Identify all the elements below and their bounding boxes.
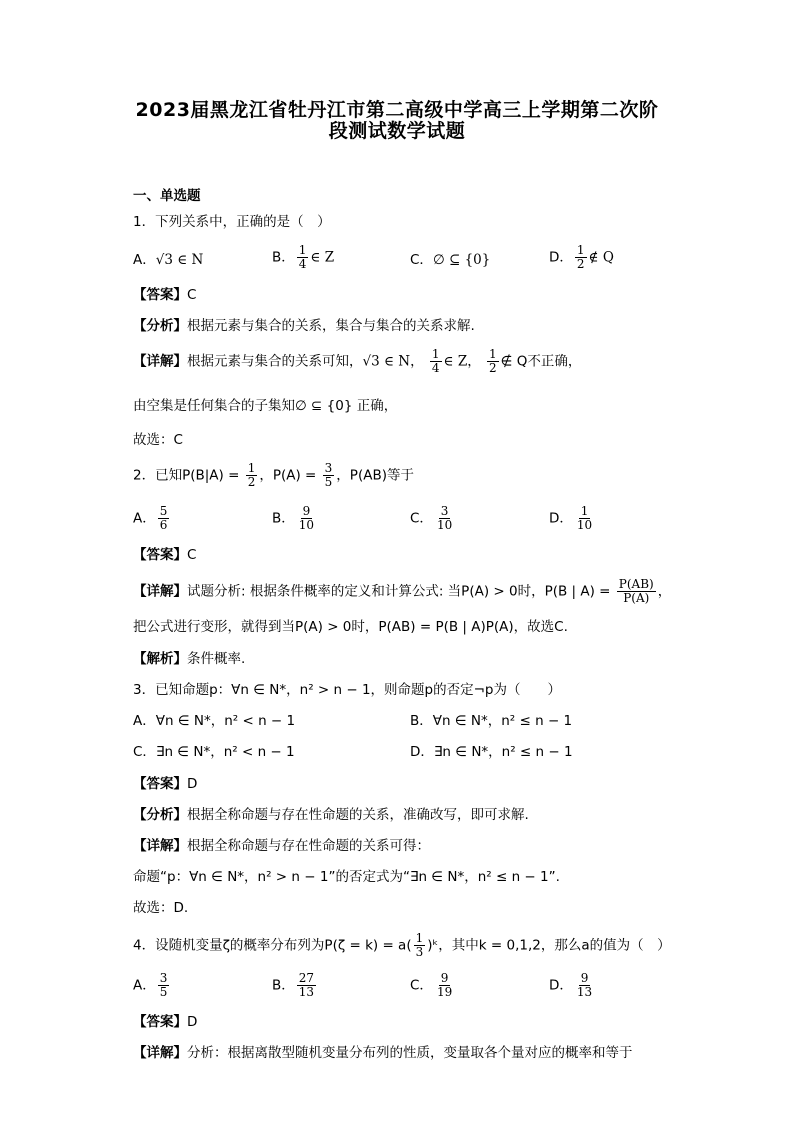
q1-option-a: A．√3 ∈ N xyxy=(133,252,204,268)
q3-detail-2: 命题“p：∀n ∈ N*，n² > n − 1”的否定式为“∃n ∈ N*，n² ≤ n − 1”. xyxy=(133,869,560,885)
q2-jiexi: 【解析】条件概率. xyxy=(133,651,246,667)
q2-stem: 2．已知P(B|A) = $\frac{1}{2}$ ，P(A) = $\frac{3}{5}$ ，P(AB)等于 xyxy=(133,461,414,489)
q2-detail: 【详解】试题分析: 根据条件概率的定义和计算公式: 当P(A) > 0时，P(B | A) = $\frac{P(AB)}{P(A)}$ ， xyxy=(133,577,672,605)
q4-option-d: D． $\frac{9}{13}$ xyxy=(549,971,593,999)
q4-stem: 4．设随机变量ζ的概率分布列为P(ζ = k) = a( $\frac{1}{3}$ )ᵏ，其中k = 0,1,2，那么a的值为（ ） xyxy=(133,931,671,959)
q1-analysis: 【分析】根据元素与集合的关系，集合与集合的关系求解. xyxy=(133,318,475,334)
q2-option-a: A． $\frac{5}{6}$ xyxy=(133,504,168,532)
doc-title-line1: 2023届黑龙江省牡丹江市第二高级中学高三上学期第二次阶 xyxy=(135,99,659,121)
q3-option-b: B．∀n ∈ N*，n² ≤ n − 1 xyxy=(410,713,573,729)
q2-detail-2: 把公式进行变形，就得到当P(A) > 0时，P(AB) = P(B | A)P(A)，故选C. xyxy=(133,619,568,635)
fraction: $\frac{1}{4}$ xyxy=(298,243,307,271)
q1-answer: 【答案】C xyxy=(133,287,197,303)
q1-detail-2: 由空集是任何集合的子集知∅ ⊆ {0} 正确， xyxy=(133,398,398,414)
q3-option-c: C．∃n ∈ N*，n² < n − 1 xyxy=(133,744,295,760)
q1-choose: 故选：C xyxy=(133,432,183,448)
q2-option-b: B． $\frac{9}{10}$ xyxy=(272,504,315,532)
q1-option-b: B． $\frac{1}{4}$ ∈ Z xyxy=(272,243,335,271)
q3-option-d: D．∃n ∈ N*，n² ≤ n − 1 xyxy=(410,744,573,760)
q2-option-d: D． $\frac{1}{10}$ xyxy=(549,504,593,532)
q1-option-d: D． $\frac{1}{2}$ ∉ Q xyxy=(549,243,614,271)
q4-detail: 【详解】分析：根据离散型随机变量分布列的性质，变量取各个量对应的概率和等于 xyxy=(133,1045,633,1061)
q1-detail: 【详解】根据元素与集合的关系可知，√3 ∈ N， $\frac{1}{4}$ ∈ Z， $\frac{1}{2}$ ∉ Q不正确， xyxy=(133,347,582,375)
q3-stem: 3．已知命题p：∀n ∈ N*，n² > n − 1，则命题p的否定¬p为（ ） xyxy=(133,682,561,698)
doc-title-line2: 段测试数学试题 xyxy=(328,120,466,142)
q4-option-b: B． $\frac{27}{13}$ xyxy=(272,971,315,999)
q1-stem: 1．下列关系中，正确的是（ ） xyxy=(133,214,331,230)
q3-detail: 【详解】根据全称命题与存在性命题的关系可得： xyxy=(133,838,430,854)
q3-option-a: A．∀n ∈ N*，n² < n − 1 xyxy=(133,713,296,729)
q1-option-c: C．∅ ⊆ {0} xyxy=(410,252,491,268)
q4-option-a: A． $\frac{3}{5}$ xyxy=(133,971,168,999)
q4-option-c: C． $\frac{9}{19}$ xyxy=(410,971,453,999)
q2-answer: 【答案】C xyxy=(133,547,197,563)
q3-analysis: 【分析】根据全称命题与存在性命题的关系，准确改写，即可求解. xyxy=(133,807,529,823)
q4-answer: 【答案】D xyxy=(133,1014,198,1030)
q3-answer: 【答案】D xyxy=(133,776,198,792)
fraction: $\frac{1}{2}$ xyxy=(576,243,585,271)
q2-option-c: C． $\frac{3}{10}$ xyxy=(410,504,453,532)
q3-choose: 故选：D. xyxy=(133,900,189,916)
section-heading: 一、单选题 xyxy=(133,188,201,204)
